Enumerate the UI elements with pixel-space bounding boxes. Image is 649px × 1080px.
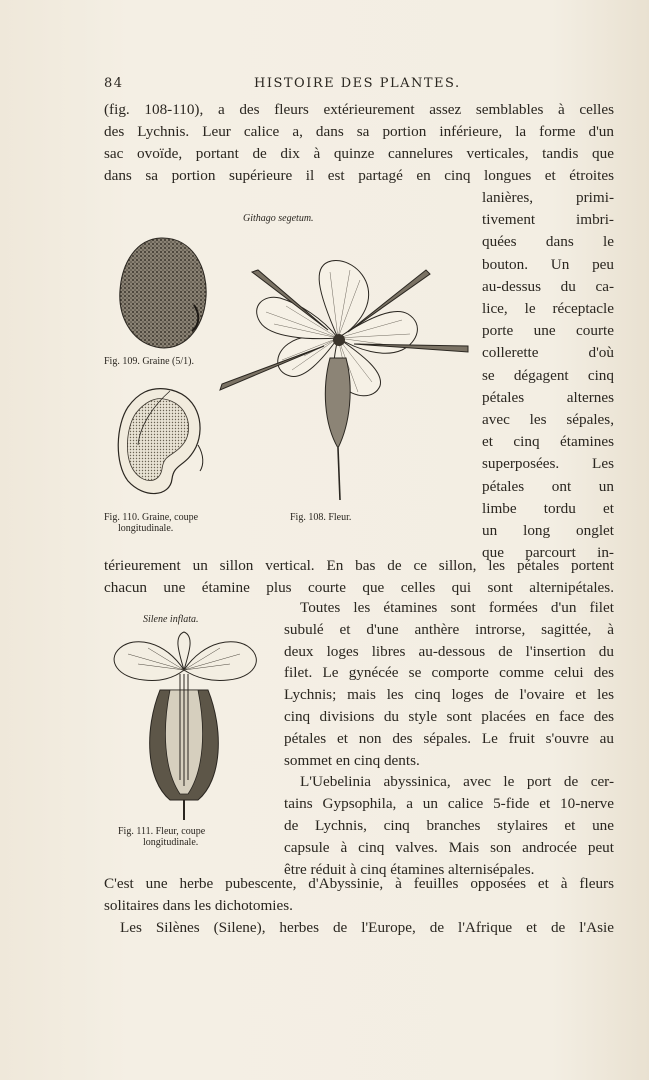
text-line: subulé et d'une anthère introrse, sagittée, à bbox=[284, 620, 614, 638]
running-title: HISTOIRE DES PLANTES. bbox=[254, 76, 461, 91]
text-line: quées dans le bbox=[482, 233, 614, 251]
text-line: pétales et non des sépales. Le fruit s'ouvre au bbox=[284, 729, 614, 747]
text-line: L'Uebelinia abyssinica, avec le port de cer- bbox=[300, 773, 614, 791]
text-line: être réduit à cinq étamines alternisépales. bbox=[284, 860, 535, 878]
figure-title-silene: Silene inflata. bbox=[143, 614, 199, 625]
text-line: lice, le réceptacle bbox=[482, 300, 614, 317]
text-line: chacun une étamine plus courte que celles qui sont alternipétales. bbox=[104, 579, 614, 596]
page-number: 84 bbox=[104, 76, 124, 91]
text-line: (fig. 108-110), a des fleurs extérieurement assez semblables à celles bbox=[104, 101, 614, 118]
text-line: sommet en cinq dents. bbox=[284, 751, 420, 769]
text-line: cinq divisions du style sont placées en face des bbox=[284, 708, 614, 725]
seed-section-illustration bbox=[114, 385, 214, 505]
text-line: et cinq étamines bbox=[482, 433, 614, 451]
caption-fig109: Fig. 109. Graine (5/1). bbox=[104, 356, 194, 367]
text-line: Lychnis; mais les cinq loges de l'ovaire et les bbox=[284, 686, 614, 704]
figure-title-githago: Githago segetum. bbox=[243, 213, 314, 224]
text-line: sac ovoïde, portant de dix à quinze cannelures verticales, tandis que bbox=[104, 145, 614, 162]
text-line: capsule à cinq valves. Mais son androcée peut bbox=[284, 838, 614, 856]
caption-fig110-line1: Fig. 110. Graine, coupe bbox=[104, 512, 199, 523]
caption-fig111-line2: longitudinale. bbox=[143, 837, 199, 848]
text-line: lanières, primi- bbox=[482, 189, 614, 206]
caption-fig111-line1: Fig. 111. Fleur, coupe bbox=[118, 826, 206, 837]
text-line: se dégagent cinq bbox=[482, 366, 614, 384]
caption-fig108: Fig. 108. Fleur. bbox=[290, 512, 352, 523]
text-line: tains Gypsophila, a un calice 5-fide et 10-nerve bbox=[284, 795, 614, 813]
text-line: Les Silènes (Silene), herbes de l'Europe, de l'Afrique et de l'Asie bbox=[120, 919, 614, 936]
text-line: solitaires dans les dichotomies. bbox=[104, 897, 293, 914]
text-line: térieurement un sillon vertical. En bas de ce sillon, les pétales portent bbox=[104, 557, 614, 574]
text-line: pétales ont un bbox=[482, 477, 614, 495]
text-line: deux loges libres au-dessous de l'insertion du bbox=[284, 642, 614, 660]
text-line: de Lychnis, cinq branches stylaires et une bbox=[284, 817, 614, 834]
text-line: des Lychnis. Leur calice a, dans sa portion inférieure, la forme d'un bbox=[104, 123, 614, 140]
text-line: porte une courte bbox=[482, 322, 614, 340]
text-line: collerette d'où bbox=[482, 344, 614, 362]
text-line: tivement imbri- bbox=[482, 211, 614, 229]
caption-fig110-line2: longitudinale. bbox=[118, 523, 174, 534]
flower-illustration bbox=[218, 248, 468, 508]
text-line: superposées. Les bbox=[482, 455, 614, 473]
silene-flower-illustration bbox=[104, 630, 274, 830]
text-line: pétales alternes bbox=[482, 388, 614, 406]
text-line: avec les sépales, bbox=[482, 411, 614, 428]
text-line: que parcourt in- bbox=[482, 544, 614, 562]
text-line: filet. Le gynécée se comporte comme celui des bbox=[284, 664, 614, 682]
page-header bbox=[104, 76, 614, 96]
text-line: limbe tordu et bbox=[482, 499, 614, 517]
text-line: C'est une herbe pubescente, d'Abyssinie, à feuilles opposées et à fleurs bbox=[104, 875, 614, 892]
seed-illustration bbox=[116, 235, 216, 355]
text-line: Toutes les étamines sont formées d'un filet bbox=[300, 599, 614, 616]
text-line: dans sa portion supérieure il est partagé en cinq longues et étroites bbox=[104, 167, 614, 184]
text-line: bouton. Un peu bbox=[482, 255, 614, 273]
text-line: au-dessus du ca- bbox=[482, 277, 614, 295]
text-line: un long onglet bbox=[482, 522, 614, 539]
